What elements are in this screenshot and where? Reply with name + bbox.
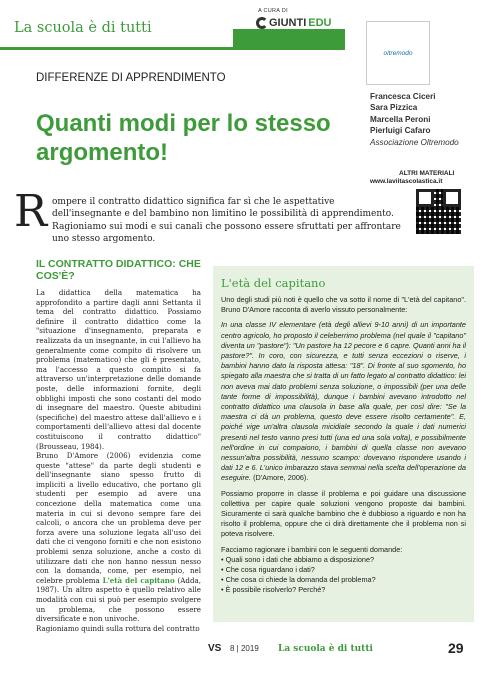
list-item: • È possibile risolverlo? Perché? (221, 585, 466, 595)
list-item: • Che cosa ci chiede la domanda del problema? (221, 575, 466, 585)
author-list (370, 91, 459, 148)
rubric-rule (0, 47, 233, 50)
sidebar-paragraph: Facciamo ragionare i bambini con le seguenti domande: (221, 544, 403, 554)
rubric-title: La scuola è di tutti (14, 20, 152, 36)
oltremodo-logo (366, 21, 430, 85)
highlight-link: L'età del capitano (102, 575, 175, 585)
body-paragraph: Ragioniamo quindi sulla rottura del contratto (36, 623, 200, 633)
author-name: Marcella Peroni (370, 114, 431, 124)
list-item: • Che cosa riguardano i dati? (221, 565, 466, 575)
sidebar-title: L'età del capitano (221, 276, 326, 290)
quote-reference: (D'Amore, 2006). (253, 473, 309, 483)
sidebar-quote (221, 320, 466, 483)
drop-cap: R (14, 186, 48, 237)
quote-text: In una classe IV elementare (età degli allievi 9-10 anni) di un importante centro agricolo, ho proposto il celeberrimo problema (nel quale il "capitano" diventa un "pastore"): "Un pastore ha 12 pecore e 6 capre. Quanti anni ha il pastore?". In coro, con sicurezza, e tutti senza eccezioni o riserve, i bambini hanno dato la risposta attesa: "18". Di fronte al suo sgomento, ho spiegato alla maestra che si tratta di un fatto legato al contratto didattico: lei non aveva mai dato problemi senza soluzione, o impossibili (per una delle tante forme di impossibilità), dunque i bambini avevano introdotto nel contratto didattico una clausola in base alla quale, per così dire: "Se la maestra ci dà un problema, questo deve essere risolto certamente". E, poiché vige un'altra clausola micidiale secondo la quale i dati numerici presenti nel testo vanno presi tutti (una ed una sola volta), e possibilmente nell'ordine in cui compaiono, i bambini di quella classe non avevano nessun'altra possibilità, nessuno scampo: dovevano rispondere usando i dati 12 e 6. L'unico imbarazzo stava semmai nella scelta dell'operazione da eseguire. (221, 320, 466, 483)
publisher-suffix: EDU (308, 16, 332, 29)
body-paragraph-text: Bruno D'Amore (2006) evidenzia come queste "attese" da parte degli studenti e dell'insegnante siano spesso frutto di impliciti a livello educativo, che portano gli studenti per esempio ad avere una concezione della matematica come una materia in cui si devono sempre fare dei calcoli, o ancora che un problema deve per forza avere una soluzione legata all'uso dei dati che ci vengono forniti e che non esistono problemi senza soluzione, anche a costo di utilizzare dati che non hanno nessun nesso con la domanda, come, per esempio, nel celebre problema (36, 451, 201, 585)
author-name: Sara Pizzica (370, 103, 418, 113)
question-list (221, 555, 466, 596)
website-link[interactable]: www.laviitascolastica.it (370, 178, 443, 185)
publisher-name: GIUNTI (269, 16, 307, 29)
left-column (36, 259, 201, 633)
acura-label: A CURA DI (258, 8, 288, 14)
section-heading: IL CONTRATTO DIDATTICO: CHE COS'È? (36, 258, 201, 282)
body-text (36, 288, 201, 633)
magazine-logo: VS (208, 643, 222, 654)
list-item: • Quali sono i dati che abbiamo a disposizione? (221, 555, 466, 565)
issue-number: 8 | 2019 (230, 644, 259, 653)
sidebar-paragraph: Possiamo proporre in classe il problema e poi guidare una discussione collettiva per capire quale soluzioni vengono proposte dai bambini. Sicuramente ci sarà qualche bambino che è dubbioso a riguardo e non ha risolto il problema, oppure che ci dirà direttamente che il problema non si poteva risolvere. (221, 488, 466, 539)
author-name: Pierluigi Cafaro (370, 126, 431, 136)
sidebar-paragraph: Uno degli studi più noti è quello che va sotto il nome di "L'età del capitano". Bruno D'Amore racconta di averlo vissuto personalmente: (221, 295, 466, 315)
qr-code-icon[interactable] (416, 189, 461, 234)
publisher-logo (256, 16, 332, 29)
footer-rubric: La scuola è di tutti (278, 644, 373, 654)
page-footer (0, 640, 500, 660)
body-paragraph: La didattica della matematica ha approfondito a partire dagli anni Settanta il tema del contratto didattico. Possiamo definire il contratto didattico come la "situazione d'insegnamento, preparata e realizzata da un insegnante, in cui l'allievo ha generalmente come compito di risolvere un problema (matematico) che gli è presentato, ma l'accesso a questo compito si fa attraverso un'interpretazione delle domande poste, delle informazioni fornite, degli obblighi imposti che sono costanti del modo di insegnare del maestro. Queste abitudini (specifiche) del maestro attese dall'allievo e i comportamenti dell'allievo attesi dal docente costituiscono il contratto didattico" (Brousseau, 1984). (36, 288, 201, 451)
body-paragraph (36, 451, 201, 624)
author-name: Francesca Ciceri (370, 92, 436, 101)
sidebar-box (213, 266, 474, 622)
giunti-logo-icon (256, 17, 268, 29)
sidebar-text (221, 295, 466, 596)
more-materials-label: ALTRI MATERIALI (399, 170, 455, 177)
oltremodo-logo-text: oltremodo (383, 49, 413, 57)
article-title: Quanti modi per lo stesso argomento! (36, 110, 331, 166)
section-label: DIFFERENZE DI APPRENDIMENTO (36, 72, 226, 84)
header-green-band (233, 29, 345, 50)
page-number: 29 (448, 640, 464, 656)
article-lead: ompere il contratto didattico significa far sì che le aspettative dell'insegnante e del bambino non limitino le possibilità di apprendimento. Ragioniamo sui modi e sui canali che possono essere sfruttati per affrontare uno stesso argomento. (52, 197, 401, 245)
body-paragraph-text: (Adda, 1987). Un altro aspetto è quello relativo alle modalità con cui si può per esempio svolgere un problema, che possono essere diversificate e non univoche. (36, 575, 201, 624)
author-association: Associazione Oltremodo (370, 137, 459, 147)
